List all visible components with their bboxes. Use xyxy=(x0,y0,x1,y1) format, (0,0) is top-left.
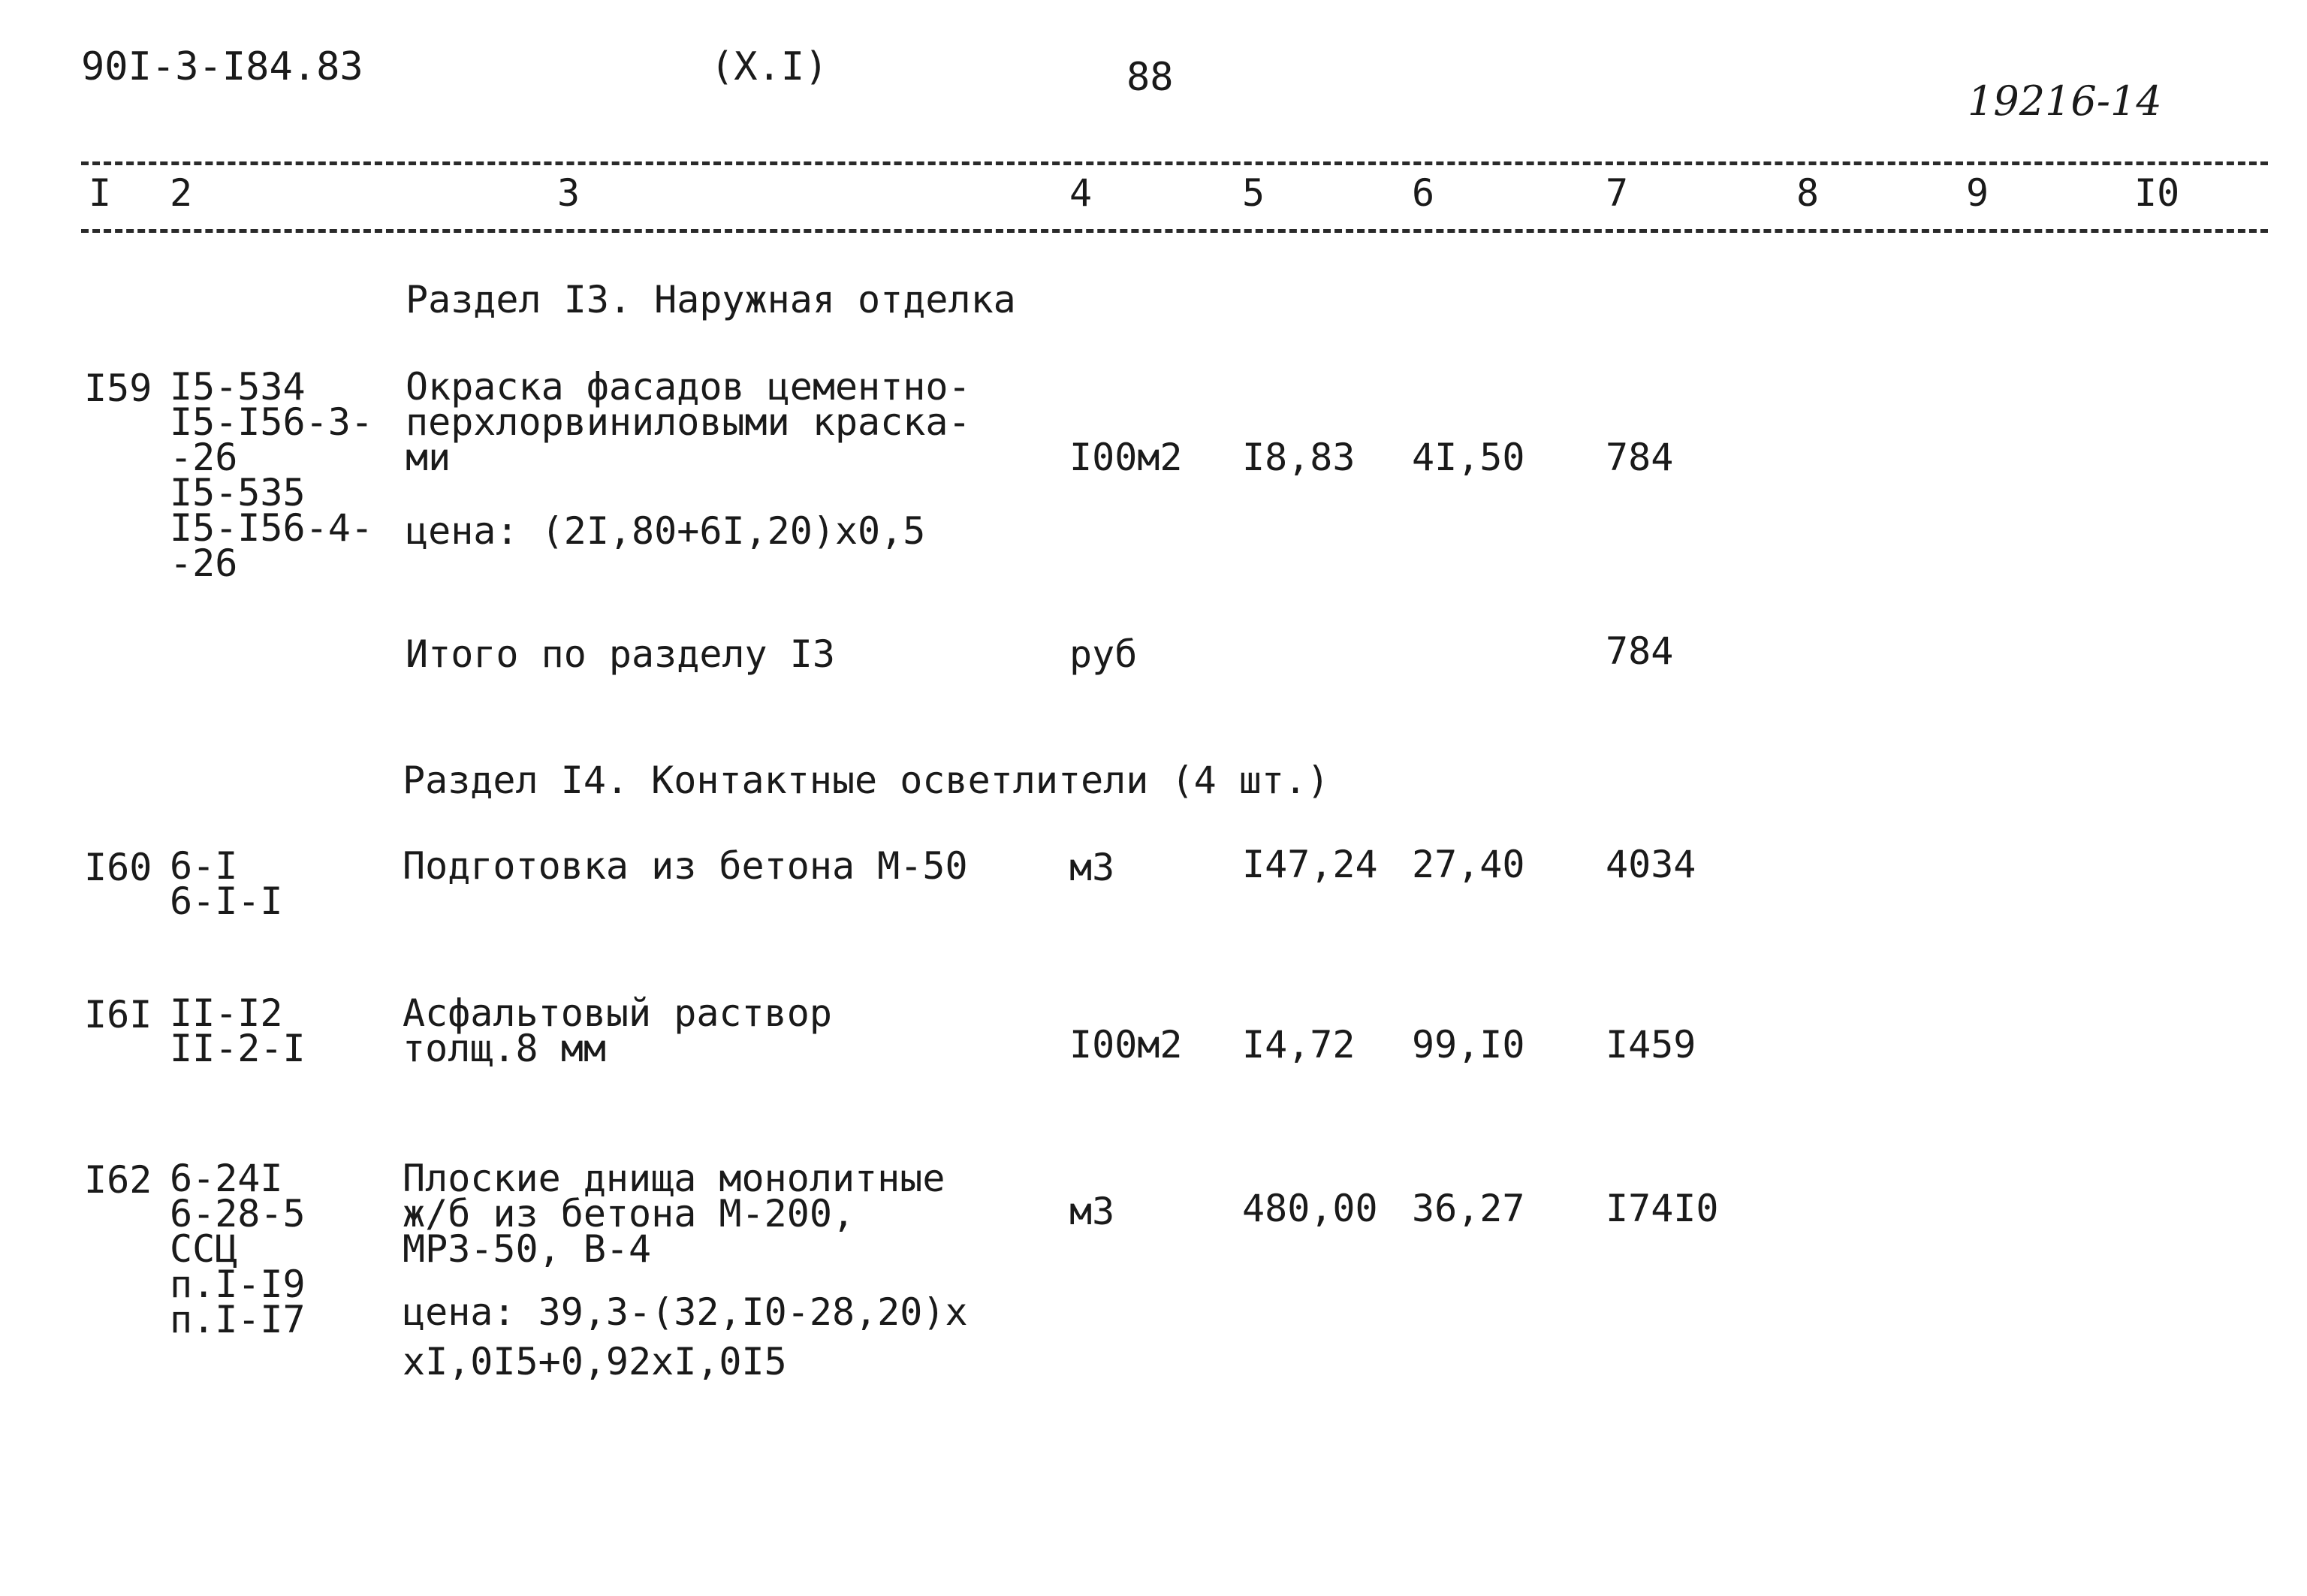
item-quantity: I4,72 xyxy=(1242,1023,1356,1067)
item-price-note: цена: 39,3-(32,I0-28,20)x xI,0I5+0,92xI,0I5 xyxy=(403,1290,968,1383)
item-number: I62 xyxy=(84,1158,152,1202)
section-title: Раздел I4. Контактные осветлители (4 шт.) xyxy=(403,759,1330,802)
section-title: Раздел I3. Наружная отделка xyxy=(406,278,1016,321)
item-unit-price: 27,40 xyxy=(1412,843,1525,886)
item-number: I6I xyxy=(84,993,152,1036)
item-total: 4034 xyxy=(1606,843,1696,886)
item-quantity: I8,83 xyxy=(1242,436,1356,479)
column-header-7: 7 xyxy=(1606,171,1629,215)
column-header-1: I xyxy=(89,171,112,215)
item-codes: I5-534 I5-I56-3- -26 I5-535 I5-I56-4- -26 xyxy=(170,365,373,585)
column-header-4: 4 xyxy=(1069,171,1093,215)
column-header-9: 9 xyxy=(1966,171,1989,215)
item-name: Подготовка из бетона М-50 xyxy=(403,844,968,888)
item-unit-price: 4I,50 xyxy=(1412,436,1525,479)
item-price-note: цена: (2I,80+6I,20)x0,5 xyxy=(406,509,926,553)
handwritten-number: 19216-14 xyxy=(1968,77,2162,125)
item-name: Асфальтовый раствор толщ.8 мм xyxy=(403,991,832,1070)
item-unit-price: 36,27 xyxy=(1412,1187,1525,1230)
item-total: 784 xyxy=(1606,436,1674,479)
item-unit: м3 xyxy=(1069,846,1115,889)
table-top-rule xyxy=(81,161,2268,165)
item-unit: м3 xyxy=(1069,1190,1115,1233)
item-number: I60 xyxy=(84,846,152,889)
page-number: 88 xyxy=(1126,55,1174,100)
item-codes: 6-I 6-I-I xyxy=(170,844,283,923)
item-name: Плоские днища монолитные ж/б из бетона М-200, МРЗ-50, В-4 xyxy=(403,1157,945,1271)
column-header-5: 5 xyxy=(1242,171,1265,215)
subtotal-unit: руб xyxy=(1069,632,1138,676)
column-header-2: 2 xyxy=(170,171,193,215)
sheet-mark: (X.I) xyxy=(710,44,828,89)
subtotal-total: 784 xyxy=(1606,629,1674,673)
item-codes: 6-24I 6-28-5 ССЦ п.I-I9 п.I-I7 xyxy=(170,1157,306,1341)
subtotal-label: Итого по разделу I3 xyxy=(406,632,835,676)
item-unit: I00м2 xyxy=(1069,1023,1183,1067)
document-code: 90I-3-I84.83 xyxy=(81,44,363,89)
item-codes: II-I2 II-2-I xyxy=(170,991,306,1070)
column-header-8: 8 xyxy=(1796,171,1820,215)
item-quantity: I47,24 xyxy=(1242,843,1378,886)
column-header-6: 6 xyxy=(1412,171,1435,215)
table-header-rule xyxy=(81,229,2268,233)
column-header-10: I0 xyxy=(2134,171,2180,215)
item-unit-price: 99,I0 xyxy=(1412,1023,1525,1067)
item-total: I459 xyxy=(1606,1023,1696,1067)
item-unit: I00м2 xyxy=(1069,436,1183,479)
item-name: Окраска фасадов цементно- перхлорвиниловыми краска- ми xyxy=(406,365,971,479)
item-total: I74I0 xyxy=(1606,1187,1719,1230)
item-number: I59 xyxy=(84,367,152,410)
item-quantity: 480,00 xyxy=(1242,1187,1378,1230)
column-header-3: 3 xyxy=(557,171,581,215)
